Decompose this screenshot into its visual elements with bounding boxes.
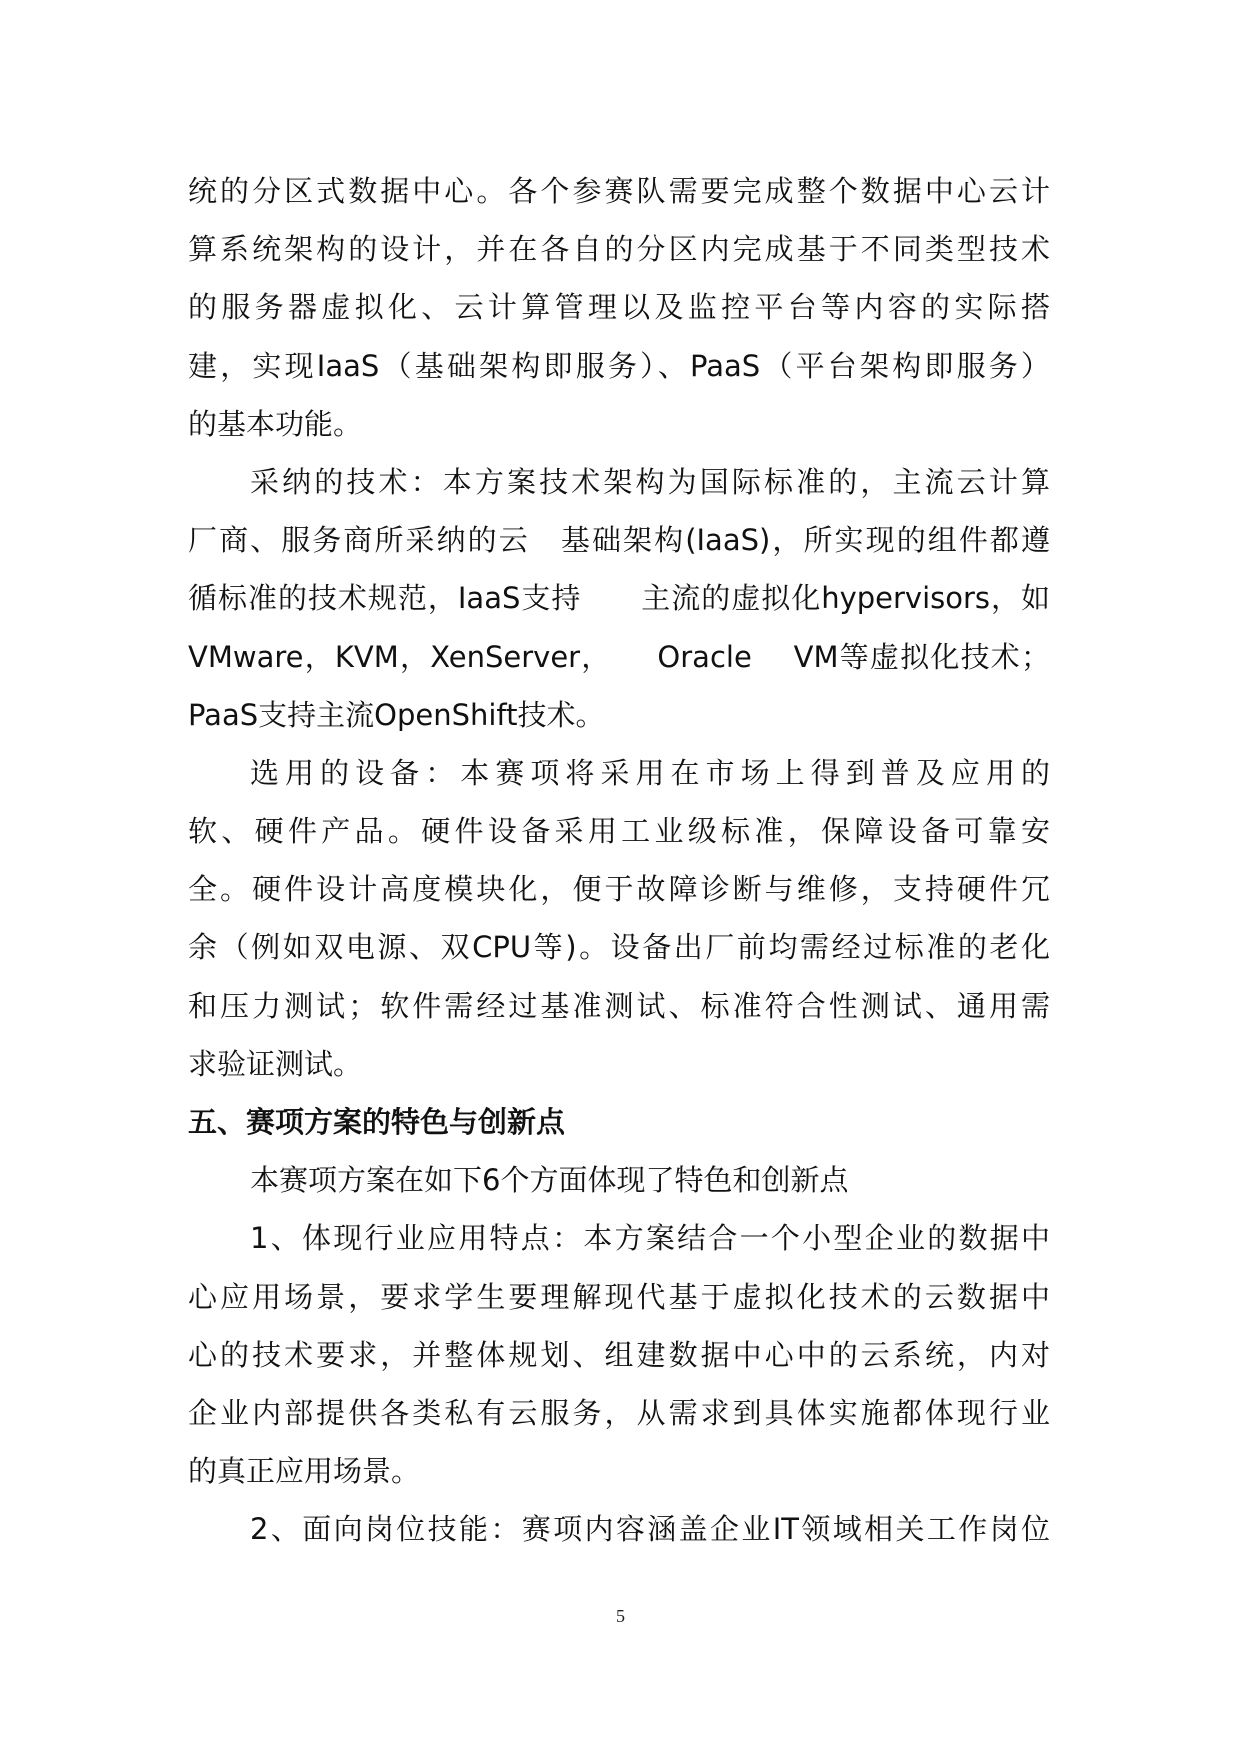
text-line: 软、硬件产品。硬件设备采用工业级标准，保障设备可靠安 [188,814,1050,849]
text-line: 选用的设备：本赛项将采用在市场上得到普及应用的 [250,755,1050,790]
text-line: 心的技术要求，并整体规划、组建数据中心中的云系统，内对 [188,1337,1050,1372]
text-line: 2、面向岗位技能：赛项内容涵盖企业IT领域相关工作岗位 [250,1512,1050,1547]
section-heading: 五、赛项方案的特色与创新点 [188,1105,566,1139]
text-line: VMware，KVM，XenServer， Oracle VM等虚拟化技术； [188,639,1050,674]
text-line: 采纳的技术：本方案技术架构为国际标准的，主流云计算 [250,464,1050,499]
text-line: 求验证测试。 [188,1046,363,1081]
text-line: 全。硬件设计高度模块化，便于故障诊断与维修，支持硬件冗 [188,872,1050,907]
text-line: 厂商、服务商所采纳的云 基础架构(IaaS)，所实现的组件都遵 [188,523,1050,558]
text-line: 循标准的技术规范，IaaS支持 主流的虚拟化hypervisors，如 [188,581,1050,616]
text-line: 本赛项方案在如下6个方面体现了特色和创新点 [250,1163,849,1198]
text-line: 建，实现IaaS（基础架构即服务）、PaaS（平台架构即服务） [188,348,1050,383]
page-number: 5 [616,1606,625,1626]
text-line: 心应用场景，要求学生要理解现代基于虚拟化技术的云数据中 [188,1279,1050,1314]
text-line: 企业内部提供各类私有云服务，从需求到具体实施都体现行业 [188,1395,1050,1430]
text-line: 的服务器虚拟化、云计算管理以及监控平台等内容的实际搭 [188,290,1050,325]
text-line: 的基本功能。 [188,406,363,441]
text-line: 统的分区式数据中心。各个参赛队需要完成整个数据中心云计 [188,174,1050,208]
text-line: PaaS支持主流OpenShift技术。 [188,697,605,732]
text-line: 1、体现行业应用特点：本方案结合一个小型企业的数据中 [250,1221,1050,1256]
paragraphs-before-heading [188,162,1050,1093]
text-line: 算系统架构的设计，并在各自的分区内完成基于不同类型技术 [188,232,1050,267]
document-body [188,162,1050,1559]
text-line: 和压力测试；软件需经过基准测试、标准符合性测试、通用需 [188,988,1050,1023]
text-line: 余（例如双电源、双CPU等)。设备出厂前均需经过标准的老化 [188,930,1050,965]
text-line: 的真正应用场景。 [188,1454,421,1489]
paragraphs-after-heading [188,1151,1050,1558]
